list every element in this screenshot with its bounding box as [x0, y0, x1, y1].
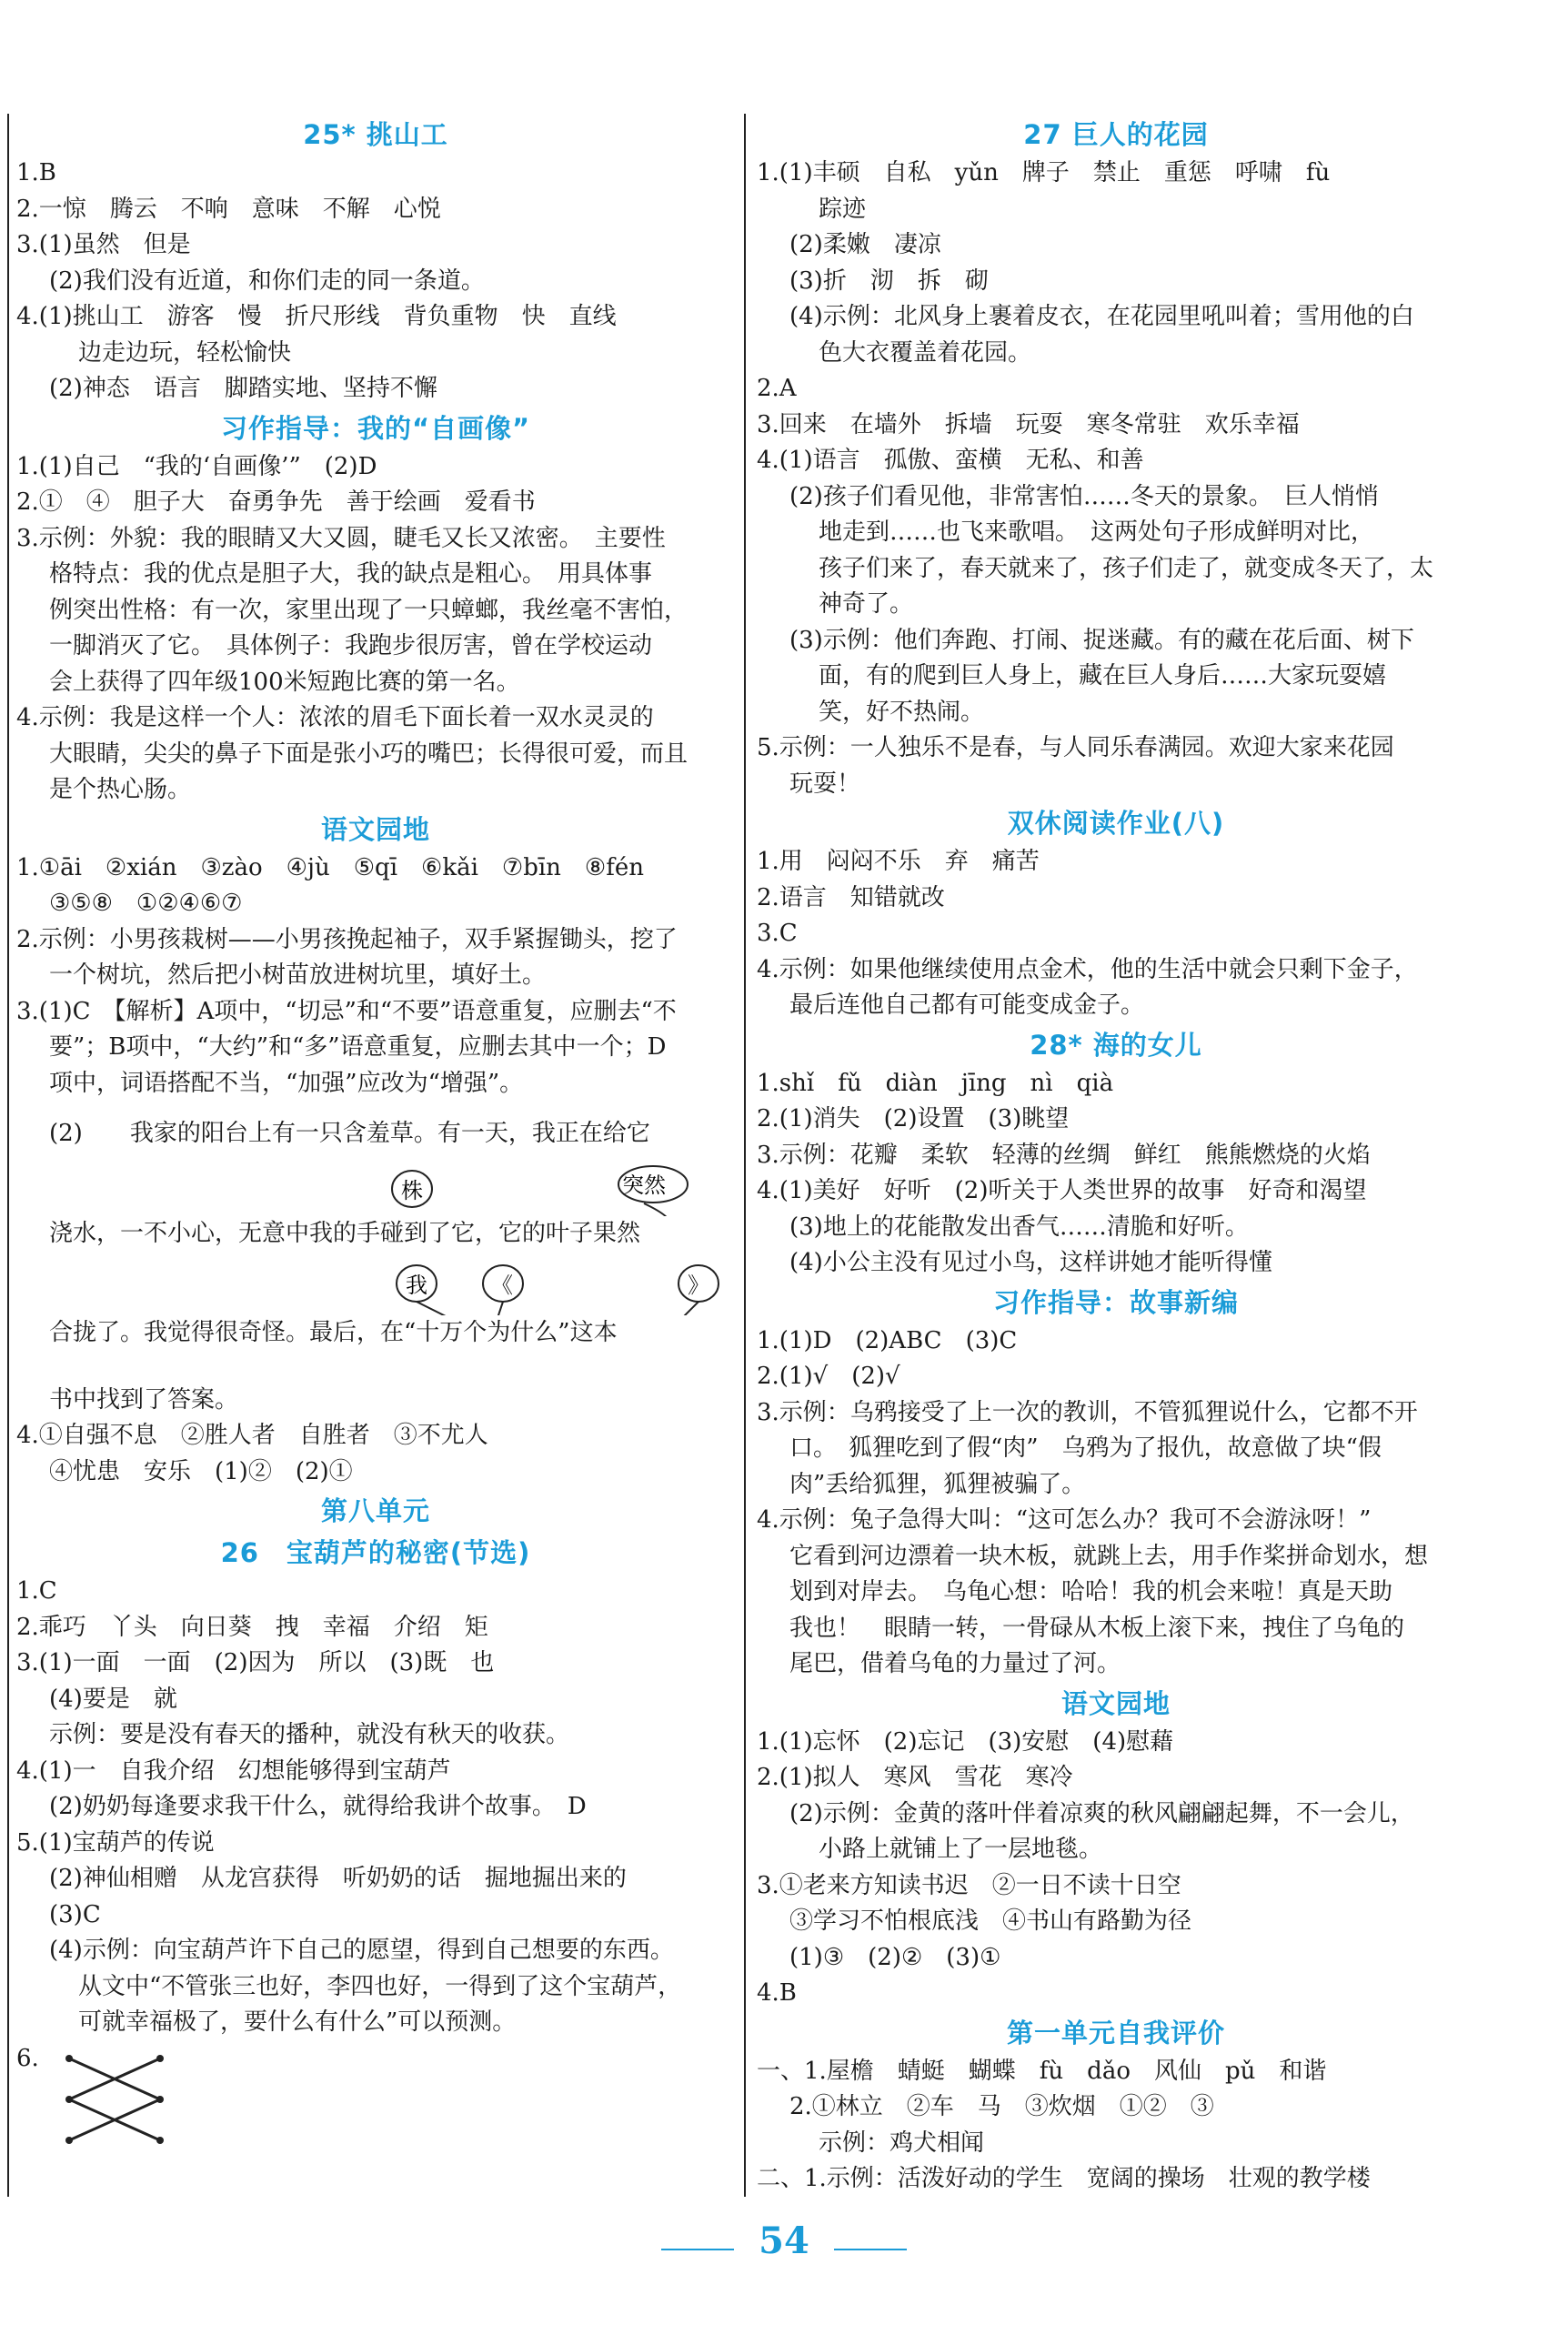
answer-line: 示例：要是没有春天的播种，就没有秋天的收获。 [49, 1721, 570, 1748]
answer-line: 从文中“不管张三也好，李四也好，一得到了这个宝葫芦， [78, 1972, 682, 2000]
answer-line: (2)奶奶每逢要求我干什么，就得给我讲个故事。 D [49, 1793, 587, 1820]
answer-line: 4.示例：如果他继续使用点金术，他的生活中就会只剩下金子， [757, 955, 1418, 983]
answer-line: 我也！ 眼睛一转，一骨碌从木板上滚下来，拽住了乌龟的 [789, 1614, 1405, 1642]
column-divider [744, 114, 746, 2197]
answer-line: 4.(1)一 自我介绍 幻想能够得到宝葫芦 [16, 1756, 451, 1785]
answer-line: 笑，好不热闹。 [819, 698, 985, 726]
answer-line: 2.(1)√ (2)√ [757, 1363, 900, 1390]
answer-line: 5.示例：一人独乐不是春，与人同乐春满园。欢迎大家来花园 [757, 734, 1394, 761]
answer-line: 5.(1)宝葫芦的传说 [16, 1828, 215, 1857]
spacer [16, 1352, 735, 1383]
section-heading: 双休阅读作业(八) [1007, 808, 1225, 839]
answer-line: 1.C [16, 1577, 57, 1605]
footer-dash-right [834, 2249, 907, 2250]
answer-line: (4)示例：向宝葫芦许下自己的愿望，得到自己想要的东西。 [49, 1937, 674, 1964]
section-heading: 27 巨人的花园 [1023, 119, 1209, 150]
left-margin-rule [7, 114, 9, 2197]
answer-line: 2.一惊 腾云 不响 意味 不解 心悦 [16, 195, 441, 223]
answer-line: 4.(1)挑山工 游客 慢 折尺形线 背负重物 快 直线 [16, 303, 617, 330]
answer-line: 3.回来 在墙外 拆墙 玩耍 寒冬常驻 欢乐幸福 [757, 410, 1300, 438]
svg-text:突然: 突然 [622, 1172, 666, 1198]
answer-line: (2)柔嫩 凄凉 [789, 231, 941, 258]
section-heading: 语文园地 [320, 813, 430, 845]
answer-line: 它看到河边漂着一块木板，就跳上去，用手作桨拼命划水，想 [789, 1542, 1429, 1570]
answer-line: (4)要是 就 [49, 1685, 177, 1713]
answer-line: 可就幸福极了，要什么有什么”可以预测。 [78, 2008, 517, 2036]
answer-line: 4.(1)美好 好听 (2)听关于人类世界的故事 好奇和渴望 [757, 1177, 1367, 1204]
answer-line: (2)我们没有近道，和你们走的同一条道。 [49, 267, 485, 295]
answer-line: 1.(1)丰硕 自私 yǔn 牌子 禁止 重惩 呼啸 fù [757, 159, 1331, 186]
answer-line: (3)示例：他们奔跑、打闹、捉迷藏。有的藏在花后面、树下 [789, 626, 1414, 654]
answer-line: 3.示例：乌鸦接受了上一次的教训，不管狐狸说什么，它都不开 [757, 1398, 1418, 1426]
answer-line: 要”；B项中，“大约”和“多”语意重复，应删去其中一个；D [49, 1033, 667, 1061]
correction-marks [16, 1252, 735, 1315]
section-heading: 第一单元自我评价 [1006, 2017, 1225, 2048]
answer-line: 神奇了。 [819, 590, 914, 618]
answer-line: 3.示例：花瓣 柔软 轻薄的丝绸 鲜红 熊熊燃烧的火焰 [757, 1141, 1371, 1169]
answer-line: 一脚消灭了它。 具体例子：我跑步很厉害，曾在学校运动 [49, 632, 653, 659]
answer-line: 例突出性格：有一次，家里出现了一只蟑螂，我丝毫不害怕， [49, 596, 689, 624]
answer-line: (4)示例：北风身上裹着皮衣，在花园里吼叫着；雪用他的白 [789, 303, 1414, 330]
answer-line: 示例：鸡犬相闻 [819, 2129, 985, 2157]
section-heading: 26 宝葫芦的秘密(节选) [220, 1537, 531, 1568]
svg-text:》: 》 [688, 1273, 709, 1298]
answer-line: 二、1.示例：活泼好动的学生 宽阔的操场 壮观的教学楼 [757, 2165, 1371, 2192]
answer-line: 2.语言 知错就改 [757, 883, 945, 911]
answer-line: 玩耍！ [789, 770, 861, 798]
answer-line: 3.(1)虽然 但是 [16, 231, 191, 258]
answer-line: 1.(1)D (2)ABC (3)C [757, 1326, 1018, 1354]
answer-line: 4.①自强不息 ②胜人者 自胜者 ③不尤人 [16, 1422, 488, 1449]
answer-line: (2)神仙相赠 从龙宫获得 听奶奶的话 掘地掘出来的 [49, 1865, 627, 1892]
section-heading: 习作指导：故事新编 [992, 1286, 1239, 1318]
answer-line: 1.(1)忘怀 (2)忘记 (3)安慰 (4)慰藉 [757, 1727, 1174, 1756]
section-heading: 28* 海的女儿 [1030, 1029, 1202, 1061]
answer-line: 书中找到了答案。 [49, 1385, 239, 1414]
answer-line: ④忧患 安乐 (1)② (2)① [49, 1457, 353, 1485]
answer-line: 2.乖巧 丫头 向日葵 拽 幸福 介绍 矩 [16, 1613, 488, 1641]
answer-line: (3)折 沏 拆 砌 [789, 267, 989, 295]
answer-line: 一个树坑，然后把小树苗放进树坑里，填好土。 [49, 961, 547, 989]
answer-line: 1.(1)自己 “我的‘自画像’” (2)D [16, 452, 377, 480]
answer-line: ③学习不怕根底浅 ④书山有路勤为径 [789, 1907, 1192, 1935]
answer-line: (2) 我家的阳台上有一只含羞草。有一天，我正在给它 [49, 1120, 650, 1147]
answer-line: 2.(1)消失 (2)设置 (3)眺望 [757, 1105, 1070, 1132]
section-heading: 习作指导：我的“自画像” [220, 412, 531, 444]
answer-line: 2.A [757, 375, 797, 402]
answer-line: 3.示例：外貌：我的眼睛又大又圆，睫毛又长又浓密。 主要性 [16, 524, 666, 552]
answer-line: 会上获得了四年级100米短跑比赛的第一名。 [49, 668, 520, 696]
answer-line: 大眼睛，尖尖的鼻子下面是张小巧的嘴巴；长得很可爱，而且 [49, 740, 689, 768]
answer-line: 最后连他自己都有可能变成金子。 [789, 991, 1145, 1019]
answer-line: 口。 狐狸吃到了假“肉” 乌鸦为了报仇，故意做了块“假 [789, 1434, 1382, 1462]
page-footer [0, 2219, 1568, 2262]
answer-line: (3)C [49, 1900, 101, 1928]
answer-line: 3.C [757, 920, 798, 947]
answer-line: 2.(1)拟人 寒风 雪花 寒冷 [757, 1764, 1073, 1791]
matching-lines-figure [16, 2077, 735, 2204]
answer-line: 格特点：我的优点是胆子大，我的缺点是粗心。 用具体事 [49, 560, 653, 588]
answer-line: 浇水，一不小心，无意中我的手碰到了它，它的叶子果然 [49, 1219, 641, 1247]
answer-line: 3.(1)C 【解析】A项中，“切忌”和“不要”语意重复，应删去“不 [16, 997, 677, 1025]
right-column [757, 114, 1475, 2198]
answer-line: 2.①林立 ②车 马 ③炊烟 ①② ③ [789, 2093, 1214, 2120]
section-heading: 25* 挑山工 [303, 119, 448, 150]
answer-line: 踪迹 [819, 195, 867, 223]
answer-line: (2)神态 语言 脚踏实地、坚持不懈 [49, 375, 437, 402]
page-number: 54 [759, 2219, 809, 2262]
answer-line: 4.(1)语言 孤傲、蛮横 无私、和善 [757, 447, 1144, 474]
answer-line: 孩子们来了，春天就来了，孩子们走了，就变成冬天了，太 [819, 554, 1434, 582]
answer-line: (4)小公主没有见过小鸟，这样讲她才能听得懂 [789, 1249, 1272, 1276]
answer-line: 地走到……也飞来歌唱。 这两处句子形成鲜明对比， [819, 518, 1375, 546]
answer-line: 面，有的爬到巨人身上，藏在巨人身后……大家玩耍嬉 [819, 662, 1387, 689]
answer-line: 1.B [16, 159, 56, 186]
answer-line: 3.(1)一面 一面 (2)因为 所以 (3)既 也 [16, 1649, 495, 1676]
answer-line: 一、1.屋檐 蜻蜓 蝴蝶 fù dǎo 风仙 pǔ 和谐 [757, 2057, 1327, 2085]
answer-line: 项中，词语搭配不当，“加强”应改为“增强”。 [49, 1069, 524, 1097]
answer-line: 2.示例：小男孩栽树——小男孩挽起袖子，双手紧握锄头，挖了 [16, 925, 678, 953]
answer-line: 4.示例：兔子急得大叫：“这可怎么办？我可不会游泳呀！” [757, 1506, 1372, 1534]
svg-text:《: 《 [491, 1273, 513, 1298]
spacer [16, 1102, 735, 1116]
answer-line: 肉”丢给狐狸，狐狸被骗了。 [789, 1470, 1086, 1498]
answer-line: 边走边玩，轻松愉快 [78, 338, 292, 367]
answer-line: (2)示例：金黄的落叶伴着凉爽的秋风翩翩起舞，不一会儿， [789, 1799, 1414, 1827]
section-heading: 第八单元 [320, 1495, 430, 1526]
answer-line: (3)地上的花能散发出香气……清脆和好听。 [789, 1213, 1249, 1241]
answer-line: ③⑤⑧ ①②④⑥⑦ [49, 890, 243, 917]
answer-line: 1.shǐ fǔ diàn jīng nì qià [757, 1069, 1114, 1097]
answer-line: 4.示例：我是这样一个人：浓浓的眉毛下面长着一双水灵灵的 [16, 704, 654, 731]
mark-text: 株 [401, 1177, 423, 1203]
svg-text:我: 我 [406, 1273, 427, 1298]
answer-line: 1.①āi ②xián ③zào ④jù ⑤qī ⑥kǎi ⑦bīn ⑧fén [16, 853, 644, 881]
correction-marks [16, 1152, 735, 1216]
section-heading: 语文园地 [1060, 1687, 1171, 1719]
answer-line: 小路上就铺上了一层地毯。 [819, 1836, 1103, 1863]
answer-line: 色大衣覆盖着花园。 [819, 338, 1032, 367]
answer-line: (2)孩子们看见他，非常害怕……冬天的景象。 巨人悄悄 [789, 482, 1379, 510]
answer-line: 是个热心肠。 [49, 776, 192, 803]
answer-line: (1)③ (2)② (3)① [789, 1943, 1001, 1971]
answer-line: 6. [16, 2044, 39, 2072]
answer-line: 3.①老来方知读书迟 ②一日不读十日空 [757, 1871, 1181, 1899]
left-column [16, 114, 735, 2204]
answer-line: 合拢了。我觉得很奇怪。最后，在“十万个为什么”这本 [49, 1319, 618, 1346]
answer-line: 4.B [757, 1979, 797, 2007]
answer-line: 2.① ④ 胆子大 奋勇争先 善于绘画 爱看书 [16, 488, 536, 516]
answer-line: 1.用 闷闷不乐 弃 痛苦 [757, 848, 1040, 875]
answer-line: 尾巴，借着乌龟的力量过了河。 [789, 1650, 1121, 1677]
footer-dash-left [661, 2249, 734, 2250]
answer-line: 划到对岸去。 乌龟心想：哈哈！我的机会来啦！真是天助 [789, 1578, 1393, 1605]
